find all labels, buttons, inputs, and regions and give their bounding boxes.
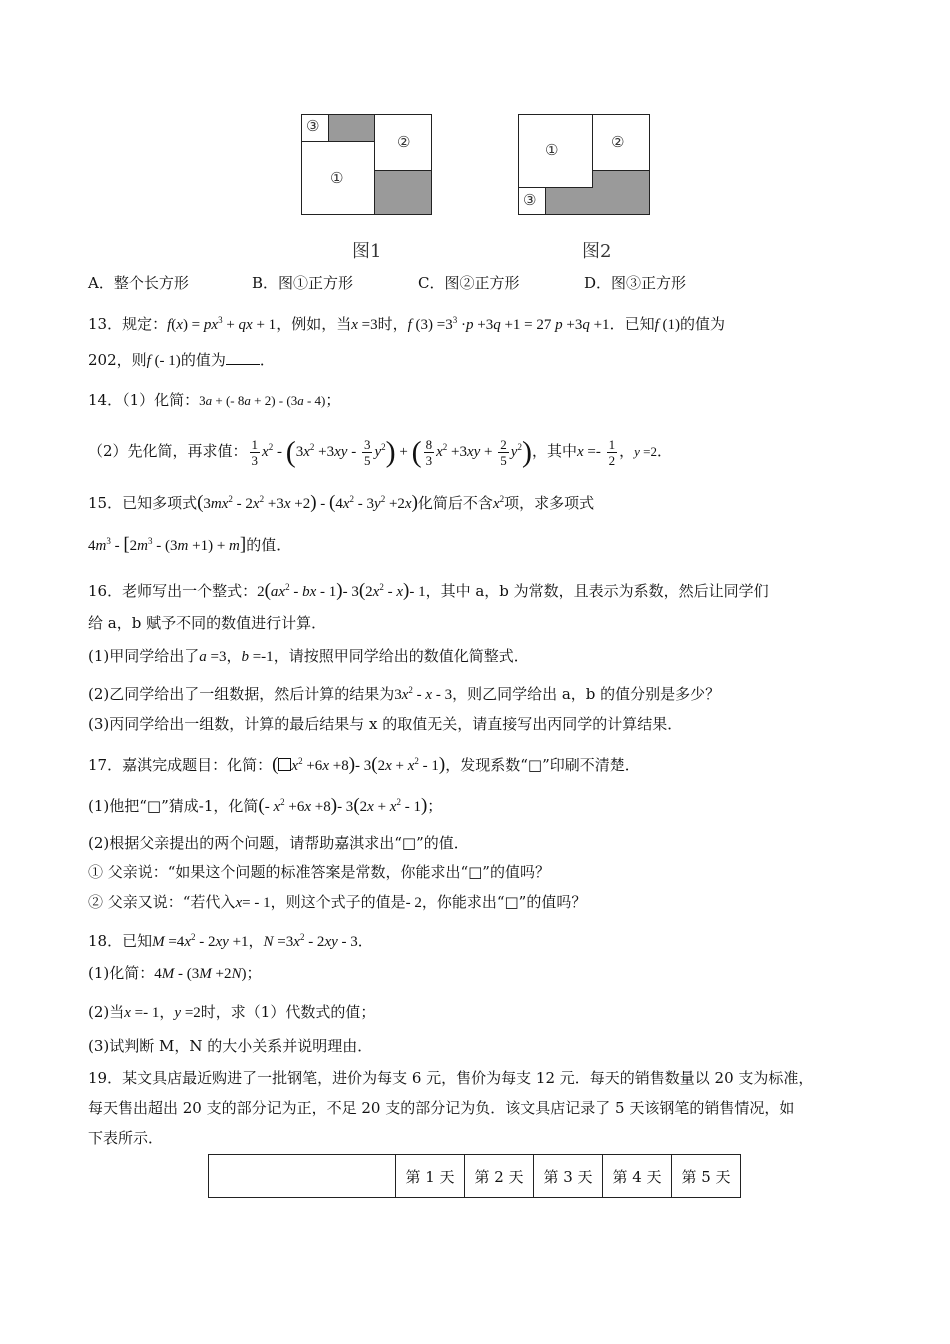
q17-part-2: (2)根据父亲提出的两个问题，请帮助嘉淇求出“□”的值． xyxy=(88,834,469,852)
q17-line-1 xyxy=(88,750,640,777)
q17-sub-1: ① 父亲说：“如果这个问题的标准答案是常数，你能求出“□”的值吗？ xyxy=(88,863,550,881)
q16-text: (1)甲同学给出了 xyxy=(88,647,200,665)
q18-text: ； xyxy=(246,964,262,982)
q17-part-1 xyxy=(88,791,442,818)
q17-expression: ( $x^2 +6x +8)-$ $3(2x + x^2 - 1)$ xyxy=(272,754,446,775)
q17-text: ② 父亲又说：“若代入 xyxy=(88,893,236,911)
q16-part-1 xyxy=(88,645,529,668)
q14-expr-2: $\frac{1}{3}$ $x^2 - (3x^2 +3xy$ - $\frac{3}{5}$ $y^2$) + ( $\frac{8}{3}$ $x^2 +3xy$ + $\frac{2}{5}$ $y^2$) xyxy=(251,435,532,469)
figure-1-label-1: ① xyxy=(330,169,344,187)
q17-guess-expression: (- $x^2 +6x +8)-$ $3(2x + x^2 - 1)$ xyxy=(258,795,428,816)
answer-blank[interactable] xyxy=(226,350,260,365)
q15-expression: $4m^3 - [2m^3 - (3m +1) + m]$ xyxy=(88,534,247,555)
table-cell xyxy=(209,1155,396,1198)
figure-2-region-1 xyxy=(518,114,593,188)
q14-text: ； xyxy=(325,391,341,409)
q14-text: ，其中 xyxy=(531,442,577,460)
q13-text: 时， xyxy=(377,315,408,333)
figure-1-label-3: ③ xyxy=(306,117,320,135)
table-header-row xyxy=(209,1155,741,1198)
q18-text: (2)当 xyxy=(88,1003,125,1021)
table-cell: 第 2 天 xyxy=(465,1155,534,1198)
q15-text: 15．已知多项式 xyxy=(88,494,198,512)
figure-2-caption: 图2 xyxy=(582,241,612,262)
q16-text: 16．老师写出一个整式： xyxy=(88,582,258,600)
q17-text: ，你能求出“□”的值吗？ xyxy=(421,893,587,911)
q16-text: ，请按照甲同学给出的数值化简整式． xyxy=(273,647,529,665)
figure-2-region-2 xyxy=(592,114,650,171)
q18-text: (1)化简： xyxy=(88,964,155,982)
q15-line-1 xyxy=(88,488,594,515)
figure-2-label-3: ③ xyxy=(523,191,537,209)
figure-1-caption: 图1 xyxy=(352,241,382,262)
q17-text: (1)他把“□”猜成-1，化简 xyxy=(88,797,259,815)
q15-text: 项，求多项式 xyxy=(504,494,595,512)
q17-text: ； xyxy=(427,797,443,815)
q18-M-N-definition: $M =4x^2 - 2xy +1$，$N =3x^2 - 2xy - 3$ xyxy=(152,932,358,950)
q13-f1: f (1) xyxy=(654,317,680,333)
q13-line-1: 13．规定：$f(x) = px^3$ + qx + 1，例如，当x =3时，f $(3) =3^3 \cdot p +3q +1 = 27$ p +3q +1．已知f (1)的值为 xyxy=(88,315,726,333)
q13-text: 13．规定： xyxy=(88,315,168,333)
figure-1-shaded-bottom xyxy=(374,170,432,215)
figure-1-region-1 xyxy=(301,141,375,215)
q14-label: （2）先化简，再求值： xyxy=(88,442,248,460)
q18-text: 18．已知 xyxy=(88,932,153,950)
q17-value: - 2 xyxy=(405,895,422,911)
q16-text: ，则乙同学给出 a，b 的值分别是多少？ xyxy=(452,685,721,703)
q14-label: 14．（1）化简： xyxy=(88,391,200,409)
q14-part-2 xyxy=(88,427,672,473)
q16-ab-values: a =3，b =-1 xyxy=(199,649,274,665)
q12-option-c[interactable]: C．图②正方形 xyxy=(418,274,520,292)
q14-expr-1: 3a + (- 8a + 2) - (3a - 4) xyxy=(199,393,326,408)
q19-line-3: 下表所示． xyxy=(88,1129,164,1147)
q12-option-a[interactable]: A．整个长方形 xyxy=(88,274,189,292)
q14-text: ． xyxy=(656,442,672,460)
figure-2-label-1: ① xyxy=(545,141,559,159)
q15-x2: $x^2$ xyxy=(492,494,505,512)
q17-text: ，则这个式子的值是 xyxy=(270,893,406,911)
q14-x-value: x =- $\frac{1}{2}$ ， xyxy=(576,437,635,469)
q13-f-definition: f xyxy=(167,317,172,333)
q18-part-2 xyxy=(88,1001,375,1024)
unclear-box-icon xyxy=(278,758,291,771)
q14-y-value: y =2 xyxy=(634,444,657,459)
q18-line-1 xyxy=(88,926,373,953)
figure-2 xyxy=(518,114,650,215)
q17-text: ，发现系数“□”印刷不清楚． xyxy=(445,756,640,774)
q16-line-1 xyxy=(88,576,769,603)
q19-line-2: 每天售出超出 20 支的部分记为正，不足 20 支的部分记为负．该文具店记录了 5 天该钢笔的销售情况，如 xyxy=(88,1099,795,1117)
q17-sub-2 xyxy=(88,891,586,914)
q16-part-3: (3)丙同学给出一组数，计算的最后结果与 x 的取值无关，请直接写出丙同学的计算结果． xyxy=(88,715,683,733)
q18-part-1 xyxy=(88,962,262,985)
q15-text: 的值． xyxy=(246,536,292,554)
table-cell: 第 4 天 xyxy=(603,1155,672,1198)
table-cell: 第 5 天 xyxy=(672,1155,741,1198)
figure-1-region-3 xyxy=(301,114,329,142)
q13-fm1: f (- 1) xyxy=(146,353,181,369)
table-cell: 第 1 天 xyxy=(396,1155,465,1198)
q16-line-2: 给 a，b 赋予不同的数值进行计算． xyxy=(88,614,327,632)
q13-text: ，例如，当 xyxy=(276,315,352,333)
figure-2-region-3 xyxy=(518,187,546,215)
table-cell: 第 3 天 xyxy=(534,1155,603,1198)
q18-text: 时，求（1）代数式的值； xyxy=(200,1003,376,1021)
q16-part-2 xyxy=(88,679,720,706)
q13-line-2 xyxy=(88,349,275,372)
figure-1 xyxy=(301,114,432,215)
figure-2-label-2: ② xyxy=(611,133,625,151)
q16-text: ，其中 a，b 为常数，且表示为系数，然后让同学们 xyxy=(425,582,769,600)
q14-part-1 xyxy=(88,389,340,412)
q16-result: $3x^2$ - x - 3 xyxy=(394,685,453,703)
sales-table xyxy=(208,1154,741,1198)
q13-text: 的值为 xyxy=(680,315,726,333)
q18-text: ． xyxy=(357,932,373,950)
q17-text: 17．嘉淇完成题目：化简： xyxy=(88,756,273,774)
q13-text: 202，则 xyxy=(88,351,147,369)
q19-line-1: 19．某文具店最近购进了一批钢笔，进价为每支 6 元，售价为每支 12 元．每天的销售数量以 20 支为标准， xyxy=(88,1069,814,1087)
q12-option-b[interactable]: B．图①正方形 xyxy=(252,274,354,292)
q12-option-d[interactable]: D．图③正方形 xyxy=(584,274,687,292)
q15-text: 化简后不含 xyxy=(417,494,493,512)
q13-text: 的值为 xyxy=(180,351,226,369)
q18-values: x =- 1，y =2 xyxy=(124,1005,201,1021)
q12-options xyxy=(88,272,687,294)
q15-line-2 xyxy=(88,530,291,557)
figure-1-region-2 xyxy=(374,114,432,171)
q15-polynomial: $(3mx^2 - 2x^2 +3x +2) - (4x^2 - 3y^2 +2x)$ xyxy=(197,492,418,513)
q13-text: ．已知 xyxy=(609,315,655,333)
q16-text: (2)乙同学给出了一组数据，然后计算的结果为 xyxy=(88,685,395,703)
figure-1-shaded-top xyxy=(328,114,375,142)
q17-x-value: x= - 1 xyxy=(235,895,271,911)
q18-expression: 4M - (3M +2N) xyxy=(154,966,247,982)
q16-expression: $2(ax^2$ - bx - 1)- $3(2x^2 - x)-$ 1 xyxy=(257,580,426,601)
q18-part-3: (3)试判断 M，N 的大小关系并说明理由． xyxy=(88,1037,373,1055)
figure-1-label-2: ② xyxy=(397,133,411,151)
q13-text: ． xyxy=(259,351,275,369)
